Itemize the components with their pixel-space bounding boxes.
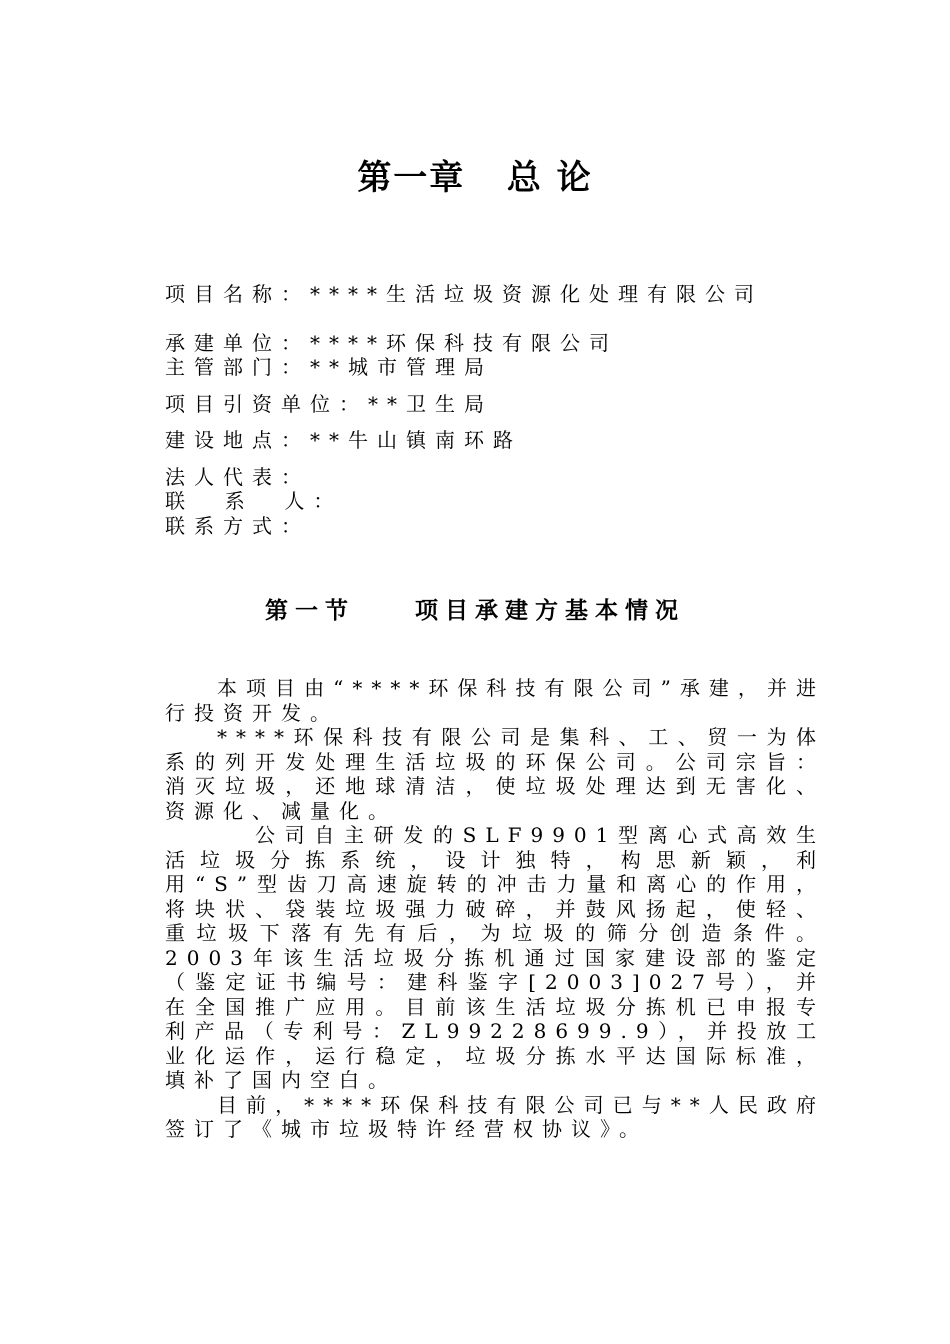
info-project-name: 项目名称：****生活垃圾资源化处理有限公司 (165, 282, 763, 306)
info-legal-representative: 法人代表： (165, 465, 310, 489)
body-text (165, 676, 825, 1142)
info-contact-person: 联 系 人： (165, 489, 343, 513)
paragraph: ****环保科技有限公司是集科、工、贸一为体系的列开发处理生活垃圾的环保公司。公司宗旨：消灭垃圾，还地球清洁，使垃圾处理达到无害化、资源化、减量化。 (165, 725, 825, 823)
chapter-title: 第一章 总 论 (357, 158, 593, 198)
info-investor: 项目引资单位：**卫生局 (165, 392, 493, 416)
paragraph: 公司自主研发的SLF9901型离心式高效生活垃圾分拣系统，设计独特，构思新颖，利用“S”型齿刀高速旋转的冲击力量和离心的作用，将块状、袋装垃圾强力破碎，并鼓风扬起，使轻、重垃圾下落有先有后，为垃圾的筛分创造条件。2003年该生活垃圾分拣机通过国家建设部的鉴定（鉴定证书编号：建科鉴字[2003]027号），并在全国推广应用。目前该生活垃圾分拣机已申报专利产品（专利号：ZL99228699.9），并投放工业化运作，运行稳定，垃圾分拣水平达国际标准，填补了国内空白。 (165, 823, 825, 1092)
info-location: 建设地点：**牛山镇南环路 (165, 428, 522, 452)
section-title: 第一节 项目承建方基本情况 (264, 598, 686, 624)
info-builder: 承建单位：****环保科技有限公司 (165, 331, 618, 355)
paragraph: 本项目由“****环保科技有限公司”承建，并进行投资开发。 (165, 676, 825, 725)
info-contact-method: 联系方式： (165, 514, 310, 538)
paragraph: 目前，****环保科技有限公司已与**人民政府签订了《城市垃圾特许经营权协议》。 (165, 1092, 825, 1141)
info-authority: 主管部门：**城市管理局 (165, 355, 493, 379)
